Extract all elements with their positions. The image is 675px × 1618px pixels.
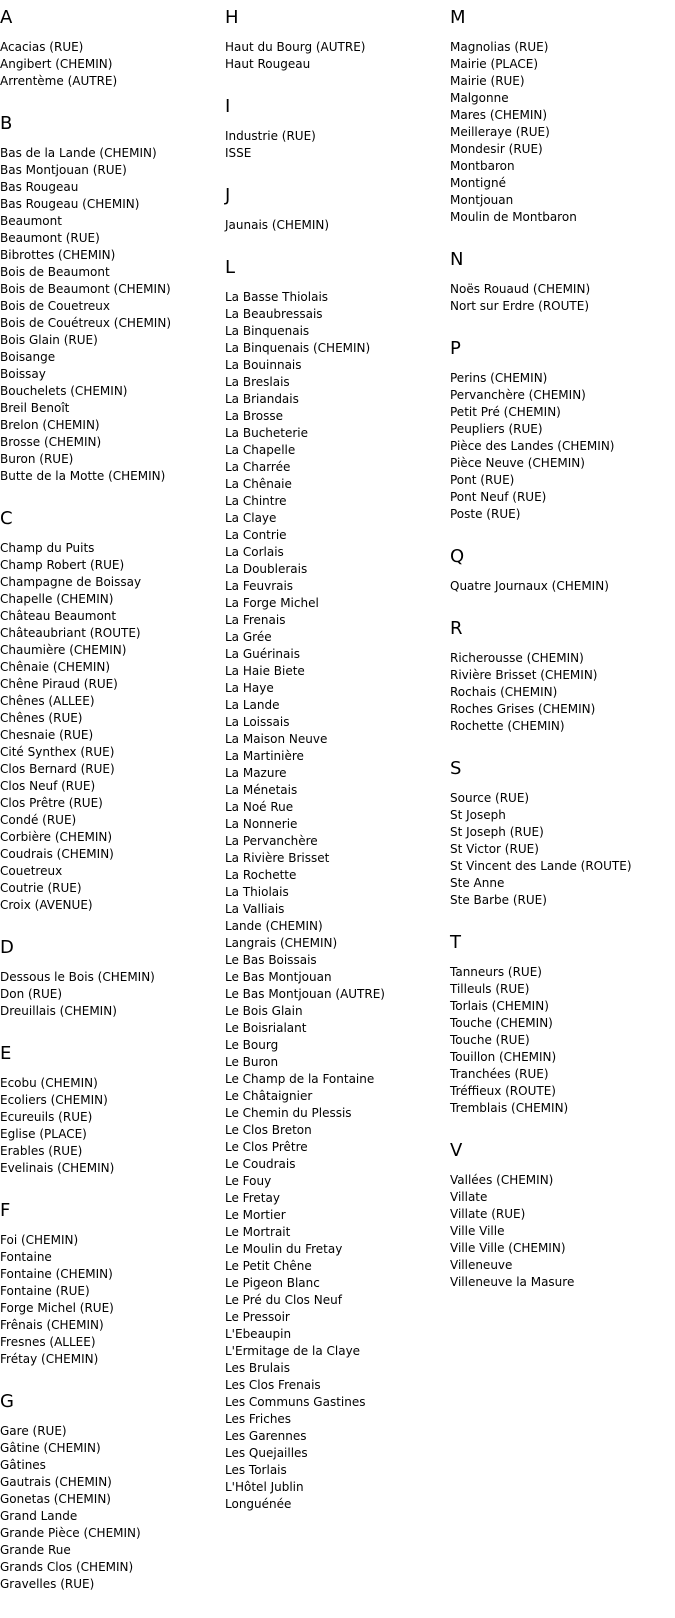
street-name-item: Le Chemin du Plessis: [225, 1106, 352, 1120]
street-name-item: Champ du Puits: [0, 541, 95, 555]
street-name-item: La Chintre: [225, 494, 287, 508]
street-list: [450, 650, 665, 735]
section-letter-heading: H: [225, 7, 239, 28]
street-name-item: Jaunais (CHEMIN): [225, 218, 330, 232]
street-name-item: La Bucheterie: [225, 426, 309, 440]
street-name-item: Pièce Neuve (CHEMIN): [450, 456, 585, 470]
street-name-item: Vallées (CHEMIN): [450, 1173, 554, 1187]
street-name-item: Eglise (PLACE): [0, 1127, 87, 1141]
street-name-item: Moulin de Montbaron: [450, 210, 577, 224]
street-name-item: Chapelle (CHEMIN): [0, 592, 114, 606]
street-name-item: La Grée: [225, 630, 272, 644]
street-list: [0, 1232, 215, 1368]
letter-section-s: [450, 759, 665, 909]
letter-section-b: [0, 114, 215, 485]
street-name-item: Don (RUE): [0, 987, 63, 1001]
section-letter-heading: E: [0, 1043, 12, 1064]
street-name-item: Chênaie (CHEMIN): [0, 660, 111, 674]
street-name-item: Arrentème (AUTRE): [0, 74, 118, 88]
section-letter-heading: P: [450, 338, 461, 359]
street-name-item: ISSE: [225, 146, 252, 160]
section-letter-heading: B: [0, 113, 13, 134]
street-name-item: Coutrie (RUE): [0, 881, 82, 895]
section-letter-heading: J: [225, 185, 231, 206]
street-name-item: Acacias (RUE): [0, 40, 84, 54]
street-name-item: Les Quejailles: [225, 1446, 308, 1460]
street-name-item: Croix (AVENUE): [0, 898, 93, 912]
street-name-item: St Joseph (RUE): [450, 825, 544, 839]
street-name-item: Buron (RUE): [0, 452, 74, 466]
street-name-item: Chêne Piraud (RUE): [0, 677, 118, 691]
street-name-item: La Nonnerie: [225, 817, 298, 831]
letter-section-p: [450, 339, 665, 523]
street-name-item: Ecobu (CHEMIN): [0, 1076, 98, 1090]
street-name-item: Le Bois Glain: [225, 1004, 303, 1018]
street-name-item: Ecoliers (CHEMIN): [0, 1093, 108, 1107]
street-list: [225, 289, 440, 1513]
street-name-item: Dreuillais (CHEMIN): [0, 1004, 117, 1018]
street-name-item: Tréffieux (ROUTE): [450, 1084, 556, 1098]
street-name-item: Le Boisrialant: [225, 1021, 307, 1035]
street-name-item: Tranchées (RUE): [450, 1067, 549, 1081]
street-name-item: Le Bas Boissais: [225, 953, 317, 967]
street-name-item: La Ménetais: [225, 783, 298, 797]
street-name-item: Le Bas Montjouan (AUTRE): [225, 987, 385, 1001]
street-list: [450, 578, 665, 595]
street-name-item: Bois de Beaumont (CHEMIN): [0, 282, 171, 296]
street-name-item: Mares (CHEMIN): [450, 108, 548, 122]
street-name-item: La Lande: [225, 698, 280, 712]
street-name-item: La Noé Rue: [225, 800, 294, 814]
street-name-item: Angibert (CHEMIN): [0, 57, 113, 71]
street-name-item: Gâtine (CHEMIN): [0, 1441, 101, 1455]
street-name-item: Chaumière (CHEMIN): [0, 643, 127, 657]
street-name-item: Champagne de Boissay: [0, 575, 142, 589]
section-letter-heading: A: [0, 7, 13, 28]
street-name-item: Butte de la Motte (CHEMIN): [0, 469, 166, 483]
street-name-item: Industrie (RUE): [225, 129, 316, 143]
street-name-item: Grand Lande: [0, 1509, 78, 1523]
street-list: [225, 217, 440, 234]
street-name-item: La Mazure: [225, 766, 287, 780]
street-name-item: Montjouan: [450, 193, 514, 207]
street-list: [0, 145, 215, 485]
street-name-item: Villeneuve: [450, 1258, 513, 1272]
street-name-item: Bibrottes (CHEMIN): [0, 248, 116, 262]
letter-section-q: [450, 547, 665, 595]
street-name-item: Bas Rougeau (CHEMIN): [0, 197, 140, 211]
section-letter-heading: I: [225, 96, 231, 117]
street-name-item: Erables (RUE): [0, 1144, 83, 1158]
street-name-item: Fontaine: [0, 1250, 52, 1264]
letter-section-d: [0, 938, 215, 1020]
street-name-item: Beaumont: [0, 214, 62, 228]
section-letter-heading: M: [450, 7, 466, 28]
street-name-item: Foi (CHEMIN): [0, 1233, 79, 1247]
street-name-item: Longuénée: [225, 1497, 292, 1511]
street-name-item: La Maison Neuve: [225, 732, 328, 746]
street-name-item: Clos Bernard (RUE): [0, 762, 115, 776]
street-name-item: La Breslais: [225, 375, 290, 389]
street-name-item: La Charrée: [225, 460, 291, 474]
section-letter-heading: R: [450, 618, 463, 639]
street-name-item: La Binquenais (CHEMIN): [225, 341, 371, 355]
street-name-item: La Forge Michel: [225, 596, 319, 610]
section-letter-heading: C: [0, 508, 13, 529]
street-name-item: Grande Rue: [0, 1543, 71, 1557]
street-name-item: Le Clos Breton: [225, 1123, 312, 1137]
street-name-item: Roches Grises (CHEMIN): [450, 702, 596, 716]
street-name-item: La Briandais: [225, 392, 299, 406]
street-name-item: Le Champ de la Fontaine: [225, 1072, 375, 1086]
street-name-item: Torlais (CHEMIN): [450, 999, 549, 1013]
street-name-item: Gravelles (RUE): [0, 1577, 95, 1591]
street-name-item: Gare (RUE): [0, 1424, 67, 1438]
street-list: [0, 39, 215, 90]
street-name-item: Le Châtaignier: [225, 1089, 313, 1103]
street-name-item: St Victor (RUE): [450, 842, 539, 856]
street-list: [450, 964, 665, 1117]
street-name-item: Bois de Couetreux: [0, 299, 110, 313]
street-name-item: Chênes (RUE): [0, 711, 83, 725]
street-name-item: Fontaine (RUE): [0, 1284, 90, 1298]
section-letter-heading: D: [0, 937, 14, 958]
street-name-item: Le Coudrais: [225, 1157, 296, 1171]
street-name-item: Les Friches: [225, 1412, 292, 1426]
street-name-item: La Binquenais: [225, 324, 310, 338]
street-name-item: La Valliais: [225, 902, 285, 916]
street-name-item: Le Buron: [225, 1055, 279, 1069]
street-name-item: Perins (CHEMIN): [450, 371, 548, 385]
street-name-item: Le Mortier: [225, 1208, 286, 1222]
street-name-item: Ste Anne: [450, 876, 505, 890]
street-name-item: Grands Clos (CHEMIN): [0, 1560, 134, 1574]
street-name-item: Corbière (CHEMIN): [0, 830, 113, 844]
street-name-item: Le Bas Montjouan: [225, 970, 332, 984]
street-name-item: Breil Benoît: [0, 401, 70, 415]
street-name-item: La Chênaie: [225, 477, 292, 491]
section-letter-heading: V: [450, 1140, 463, 1161]
street-name-item: Haut Rougeau: [225, 57, 311, 71]
street-name-item: Clos Prêtre (RUE): [0, 796, 103, 810]
street-name-item: La Beaubressais: [225, 307, 323, 321]
street-name-item: La Claye: [225, 511, 277, 525]
street-list: [0, 540, 215, 914]
street-name-item: Bas de la Lande (CHEMIN): [0, 146, 157, 160]
street-name-item: Noës Rouaud (CHEMIN): [450, 282, 591, 296]
street-name-item: Champ Robert (RUE): [0, 558, 125, 572]
letter-section-i: [225, 97, 440, 162]
street-name-item: Frênais (CHEMIN): [0, 1318, 104, 1332]
letter-section-v: [450, 1141, 665, 1291]
street-name-item: Tanneurs (RUE): [450, 965, 542, 979]
street-name-item: Haut du Bourg (AUTRE): [225, 40, 366, 54]
street-name-item: Pont Neuf (RUE): [450, 490, 547, 504]
street-name-item: Rochais (CHEMIN): [450, 685, 558, 699]
street-name-item: La Doublerais: [225, 562, 308, 576]
street-name-item: Châteaubriant (ROUTE): [0, 626, 141, 640]
street-name-item: Le Clos Prêtre: [225, 1140, 308, 1154]
street-name-item: Le Fretay: [225, 1191, 280, 1205]
street-list: [225, 39, 440, 73]
street-name-item: Tremblais (CHEMIN): [450, 1101, 569, 1115]
street-name-item: La Chapelle: [225, 443, 296, 457]
street-name-item: Lande (CHEMIN): [225, 919, 323, 933]
street-name-item: La Haie Biete: [225, 664, 305, 678]
street-name-item: Le Pigeon Blanc: [225, 1276, 320, 1290]
street-name-item: St Vincent des Lande (ROUTE): [450, 859, 632, 873]
street-name-item: Bois de Couétreux (CHEMIN): [0, 316, 171, 330]
letter-section-e: [0, 1044, 215, 1177]
street-name-item: L'Hôtel Jublin: [225, 1480, 304, 1494]
index-column-2: [225, 8, 440, 1537]
street-name-item: Dessous le Bois (CHEMIN): [0, 970, 155, 984]
street-name-item: Les Communs Gastines: [225, 1395, 366, 1409]
street-name-item: Tilleuls (RUE): [450, 982, 530, 996]
street-name-item: Le Mortrait: [225, 1225, 291, 1239]
section-letter-heading: G: [0, 1391, 14, 1412]
street-name-item: Bas Montjouan (RUE): [0, 163, 127, 177]
street-name-item: L'Ebeaupin: [225, 1327, 292, 1341]
street-name-item: La Thiolais: [225, 885, 289, 899]
street-name-item: Nort sur Erdre (ROUTE): [450, 299, 590, 313]
street-name-item: Ecureuils (RUE): [0, 1110, 93, 1124]
street-name-item: Montbaron: [450, 159, 515, 173]
street-name-item: Condé (RUE): [0, 813, 77, 827]
letter-section-r: [450, 619, 665, 735]
street-name-item: Le Pré du Clos Neuf: [225, 1293, 342, 1307]
street-name-item: Magnolias (RUE): [450, 40, 549, 54]
index-column-1: [0, 8, 215, 1617]
street-name-item: Coudrais (CHEMIN): [0, 847, 114, 861]
street-name-item: La Guérinais: [225, 647, 300, 661]
street-name-item: Cité Synthex (RUE): [0, 745, 115, 759]
street-name-item: Brosse (CHEMIN): [0, 435, 102, 449]
street-name-item: Le Bourg: [225, 1038, 279, 1052]
street-list: [450, 1172, 665, 1291]
letter-section-g: [0, 1392, 215, 1593]
street-name-item: Quatre Journaux (CHEMIN): [450, 579, 609, 593]
street-name-item: Château Beaumont: [0, 609, 117, 623]
street-name-item: La Contrie: [225, 528, 287, 542]
street-name-item: La Frenais: [225, 613, 286, 627]
street-name-item: Beaumont (RUE): [0, 231, 100, 245]
street-name-item: La Rivière Brisset: [225, 851, 330, 865]
street-name-item: Bois de Beaumont: [0, 265, 110, 279]
section-letter-heading: S: [450, 758, 462, 779]
street-name-item: Rivière Brisset (CHEMIN): [450, 668, 598, 682]
street-name-item: Frétay (CHEMIN): [0, 1352, 99, 1366]
street-name-item: Villate: [450, 1190, 488, 1204]
street-name-item: Malgonne: [450, 91, 509, 105]
street-name-item: Gâtines: [0, 1458, 46, 1472]
index-column-3: [450, 8, 665, 1315]
letter-section-c: [0, 509, 215, 914]
street-name-item: Poste (RUE): [450, 507, 521, 521]
street-name-item: Mairie (PLACE): [450, 57, 539, 71]
street-list: [450, 281, 665, 315]
street-name-item: Villate (RUE): [450, 1207, 526, 1221]
street-name-item: Pièce des Landes (CHEMIN): [450, 439, 615, 453]
street-name-item: Bouchelets (CHEMIN): [0, 384, 128, 398]
letter-section-t: [450, 933, 665, 1117]
street-name-item: Petit Pré (CHEMIN): [450, 405, 561, 419]
street-name-item: Touche (RUE): [450, 1033, 530, 1047]
street-name-item: Fresnes (ALLEE): [0, 1335, 96, 1349]
letter-section-j: [225, 186, 440, 234]
street-name-item: Gonetas (CHEMIN): [0, 1492, 111, 1506]
section-letter-heading: L: [225, 257, 236, 278]
street-name-item: La Feuvrais: [225, 579, 294, 593]
street-name-item: Fontaine (CHEMIN): [0, 1267, 113, 1281]
letter-section-a: [0, 8, 215, 90]
street-list: [0, 969, 215, 1020]
street-name-item: Pont (RUE): [450, 473, 515, 487]
street-name-item: Les Torlais: [225, 1463, 287, 1477]
street-list: [0, 1075, 215, 1177]
street-name-item: Forge Michel (RUE): [0, 1301, 114, 1315]
street-name-item: Mairie (RUE): [450, 74, 525, 88]
street-list: [225, 128, 440, 162]
street-name-item: Les Brulais: [225, 1361, 290, 1375]
letter-section-f: [0, 1201, 215, 1368]
street-name-item: Montigné: [450, 176, 506, 190]
section-letter-heading: N: [450, 249, 464, 270]
street-name-item: Le Petit Chêne: [225, 1259, 312, 1273]
street-name-item: Grande Pièce (CHEMIN): [0, 1526, 141, 1540]
street-name-item: Boisange: [0, 350, 56, 364]
street-name-item: Couetreux: [0, 864, 63, 878]
street-name-item: La Pervanchère: [225, 834, 318, 848]
street-name-item: La Martinière: [225, 749, 304, 763]
street-name-item: Boissay: [0, 367, 46, 381]
street-name-item: Touche (CHEMIN): [450, 1016, 553, 1030]
street-name-item: Meilleraye (RUE): [450, 125, 550, 139]
street-name-item: Ville Ville (CHEMIN): [450, 1241, 566, 1255]
section-letter-heading: T: [450, 932, 461, 953]
street-name-item: Pervanchère (CHEMIN): [450, 388, 586, 402]
street-name-item: Chênes (ALLEE): [0, 694, 95, 708]
street-name-item: Peupliers (RUE): [450, 422, 543, 436]
street-name-item: Mondesir (RUE): [450, 142, 543, 156]
street-name-item: L'Ermitage de la Claye: [225, 1344, 361, 1358]
street-list: [0, 1423, 215, 1593]
street-name-item: Rochette (CHEMIN): [450, 719, 565, 733]
street-list: [450, 370, 665, 523]
section-letter-heading: F: [0, 1200, 11, 1221]
street-name-item: Clos Neuf (RUE): [0, 779, 96, 793]
street-name-item: La Haye: [225, 681, 274, 695]
street-name-item: Les Clos Frenais: [225, 1378, 321, 1392]
street-name-item: La Brosse: [225, 409, 283, 423]
letter-section-m: [450, 8, 665, 226]
street-name-item: Chesnaie (RUE): [0, 728, 94, 742]
street-name-item: Ville Ville: [450, 1224, 505, 1238]
street-name-item: La Loissais: [225, 715, 290, 729]
street-name-item: La Corlais: [225, 545, 284, 559]
street-list: [450, 39, 665, 226]
street-list: [450, 790, 665, 909]
letter-section-l: [225, 258, 440, 1513]
street-name-item: Villeneuve la Masure: [450, 1275, 575, 1289]
street-name-item: Richerousse (CHEMIN): [450, 651, 584, 665]
street-name-item: Le Moulin du Fretay: [225, 1242, 343, 1256]
street-name-item: La Basse Thiolais: [225, 290, 329, 304]
street-name-item: Evelinais (CHEMIN): [0, 1161, 115, 1175]
street-name-item: Bois Glain (RUE): [0, 333, 98, 347]
street-name-item: Bas Rougeau: [0, 180, 79, 194]
street-name-item: Le Fouy: [225, 1174, 272, 1188]
street-name-item: La Rochette: [225, 868, 297, 882]
street-name-item: Langrais (CHEMIN): [225, 936, 338, 950]
street-name-item: Les Garennes: [225, 1429, 307, 1443]
street-name-item: Source (RUE): [450, 791, 530, 805]
street-name-item: Touillon (CHEMIN): [450, 1050, 557, 1064]
street-name-item: Gautrais (CHEMIN): [0, 1475, 112, 1489]
section-letter-heading: Q: [450, 546, 465, 567]
street-name-item: Ste Barbe (RUE): [450, 893, 547, 907]
street-name-item: Le Pressoir: [225, 1310, 290, 1324]
street-name-item: Brelon (CHEMIN): [0, 418, 100, 432]
letter-section-n: [450, 250, 665, 315]
street-name-item: St Joseph: [450, 808, 506, 822]
street-name-item: La Bouinnais: [225, 358, 302, 372]
letter-section-h: [225, 8, 440, 73]
